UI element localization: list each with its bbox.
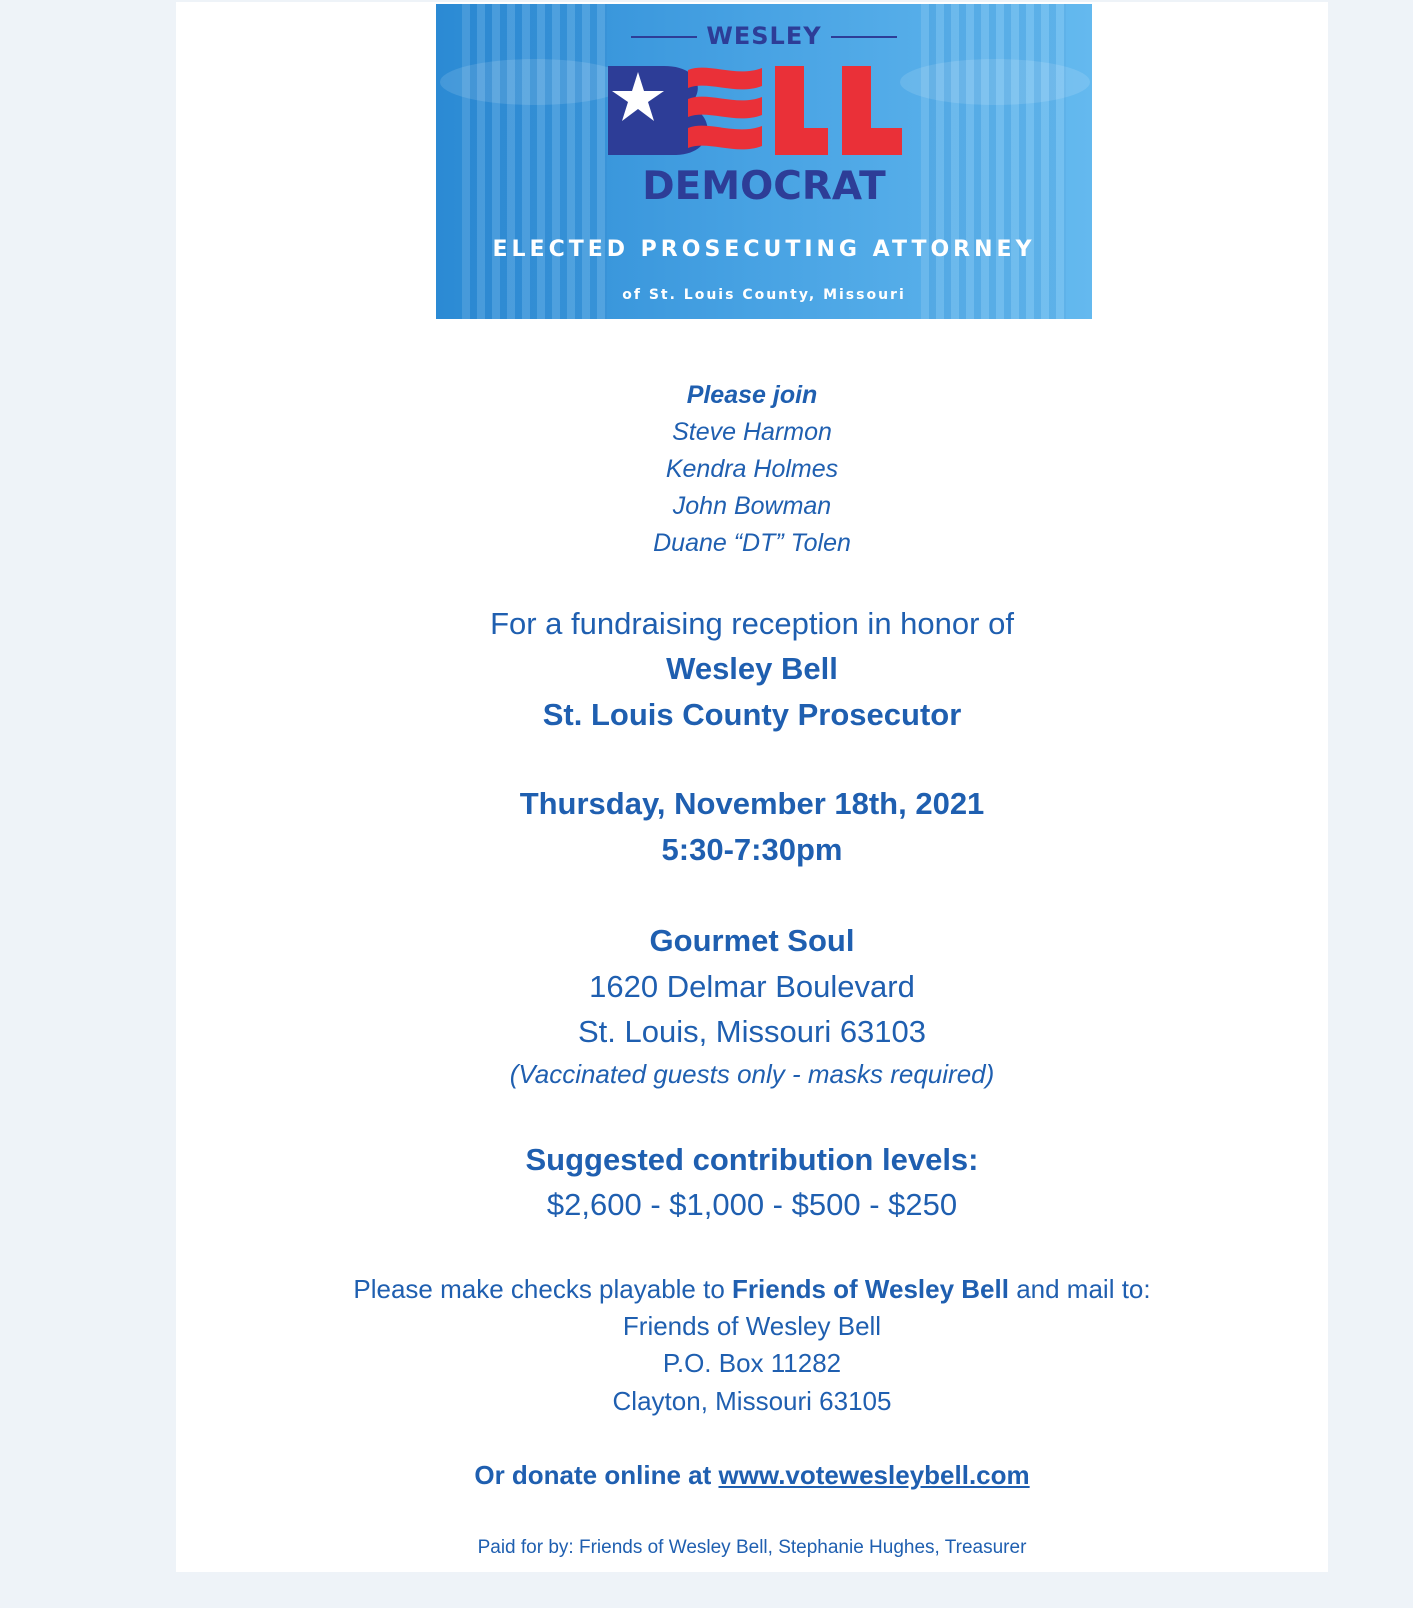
banner-office: ELECTED PROSECUTING ATTORNEY — [492, 237, 1036, 262]
event-purpose: For a fundraising reception in honor of — [490, 606, 1014, 641]
checks-instructions — [176, 1274, 1328, 1305]
contribution-heading: Suggested contribution levels: — [525, 1142, 979, 1177]
venue-name: Gourmet Soul — [649, 923, 855, 958]
event-date: Thursday, November 18th, 2021 — [519, 786, 985, 821]
host-name: Steve Harmon — [672, 418, 832, 446]
contribution-levels: $2,600 - $1,000 - $500 - $250 — [546, 1187, 958, 1222]
banner-first-name: WESLEY — [436, 22, 1092, 50]
paid-for-disclaimer: Paid for by: Friends of Wesley Bell, Stephanie Hughes, Treasurer — [477, 1537, 1027, 1558]
mailing-address-line: P.O. Box 11282 — [662, 1348, 842, 1378]
mailing-address-line: Clayton, Missouri 63105 — [612, 1386, 892, 1416]
banner-county: of St. Louis County, Missouri — [622, 287, 906, 303]
event-time: 5:30-7:30pm — [661, 832, 843, 867]
logo-letter-l-second — [842, 66, 902, 155]
banner-party: DEMOCRAT — [642, 164, 886, 209]
venue-note: (Vaccinated guests only - masks required) — [509, 1059, 995, 1089]
campaign-banner — [436, 4, 1092, 319]
online-donation — [176, 1460, 1328, 1491]
hosts-intro: Please join — [686, 381, 818, 409]
host-name: Kendra Holmes — [665, 455, 839, 483]
mailing-address-line: Friends of Wesley Bell — [622, 1311, 882, 1341]
logo-letter-l-first — [775, 66, 828, 155]
checks-suffix: and mail to: — [1008, 1274, 1151, 1304]
host-name: Duane “DT” Tolen — [653, 529, 851, 557]
checks-prefix: Please make checks playable to — [353, 1274, 733, 1304]
logo-letter-e — [688, 68, 762, 150]
venue-city: St. Louis, Missouri 63103 — [577, 1014, 927, 1049]
online-prefix: Or donate online at — [474, 1460, 719, 1490]
checks-payee: Friends of Wesley Bell — [732, 1274, 1009, 1304]
host-name: John Bowman — [672, 492, 832, 520]
honoree-name: Wesley Bell — [666, 651, 838, 686]
honoree-title: St. Louis County Prosecutor — [542, 697, 962, 732]
venue-street: 1620 Delmar Boulevard — [589, 969, 915, 1004]
donation-link[interactable]: www.votewesleybell.com — [718, 1460, 1030, 1490]
bell-logo — [436, 4, 1092, 319]
